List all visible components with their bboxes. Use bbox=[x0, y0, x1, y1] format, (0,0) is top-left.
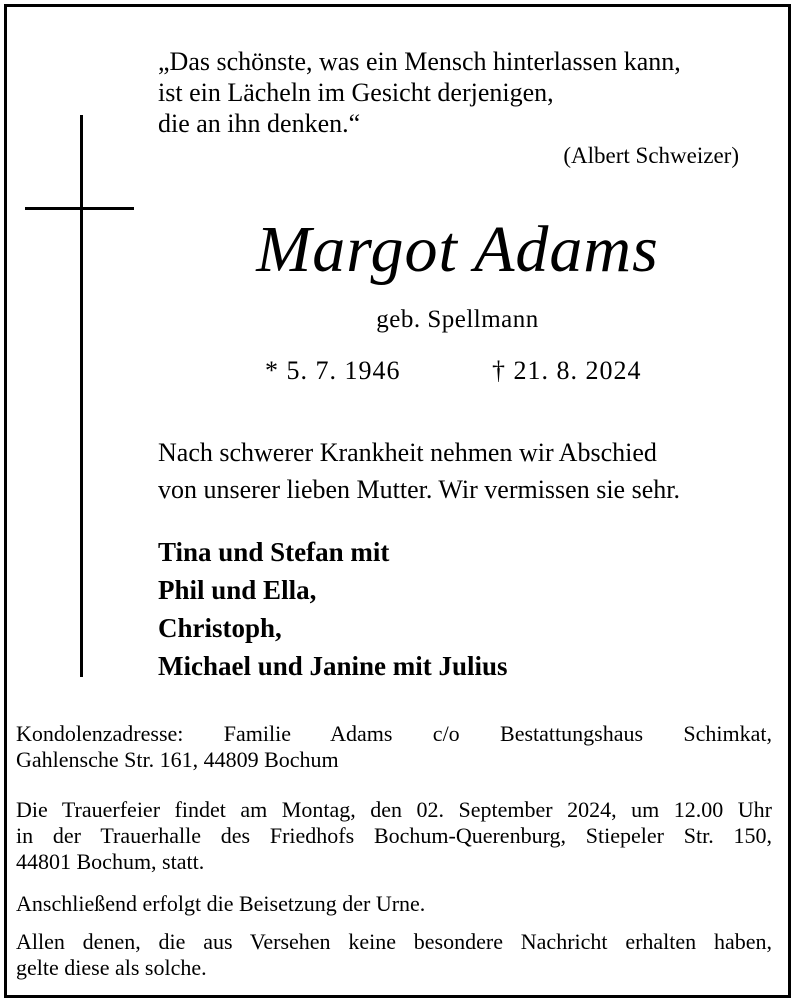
death-date: † 21. 8. 2024 bbox=[492, 356, 642, 385]
quote-line: die an ihn denken.“ bbox=[158, 109, 361, 138]
family-line: Tina und Stefan mit bbox=[158, 537, 390, 567]
deceased-name: Margot Adams bbox=[256, 213, 659, 286]
cross-icon-horizontal bbox=[25, 207, 134, 210]
family-line: Michael und Janine mit Julius bbox=[158, 651, 508, 681]
cross-icon-vertical bbox=[80, 115, 83, 677]
general-notice bbox=[16, 929, 772, 981]
birth-date: * 5. 7. 1946 bbox=[265, 356, 401, 385]
quote-author: (Albert Schweizer) bbox=[563, 143, 739, 168]
message-line: Nach schwerer Krankheit nehmen wir Abschied bbox=[158, 438, 657, 467]
family-line: Christoph, bbox=[158, 613, 282, 643]
funeral-info bbox=[16, 797, 772, 875]
funeral-line: Die Trauerfeier findet am Montag, den 02. September 2024, um 12.00 Uhr bbox=[16, 797, 772, 822]
notice-line: Allen denen, die aus Versehen keine besondere Nachricht erhalten haben, bbox=[16, 929, 772, 954]
urn-line: Anschließend erfolgt die Beisetzung der Urne. bbox=[16, 891, 426, 916]
quote bbox=[158, 46, 738, 139]
condolence-line: Gahlensche Str. 161, 44809 Bochum bbox=[16, 747, 339, 772]
maiden-name: geb. Spellmann bbox=[376, 306, 539, 333]
condolence-address bbox=[16, 721, 772, 773]
family-signatures bbox=[158, 533, 508, 685]
family-line: Phil und Ella, bbox=[158, 575, 317, 605]
notice-line: gelte diese als solche. bbox=[16, 955, 207, 980]
funeral-line: 44801 Bochum, statt. bbox=[16, 849, 205, 874]
urn-burial-info bbox=[16, 891, 772, 917]
farewell-message bbox=[158, 434, 680, 508]
quote-line: „Das schönste, was ein Mensch hinterlassen kann, bbox=[158, 47, 681, 76]
message-line: von unserer lieben Mutter. Wir vermissen sie sehr. bbox=[158, 475, 680, 504]
condolence-line: Kondolenzadresse: Familie Adams c/o Bestattungshaus Schimkat, bbox=[16, 721, 772, 746]
funeral-line: in der Trauerhalle des Friedhofs Bochum-Querenburg, Stiepeler Str. 150, bbox=[16, 823, 772, 848]
quote-line: ist ein Lächeln im Gesicht derjenigen, bbox=[158, 78, 554, 107]
